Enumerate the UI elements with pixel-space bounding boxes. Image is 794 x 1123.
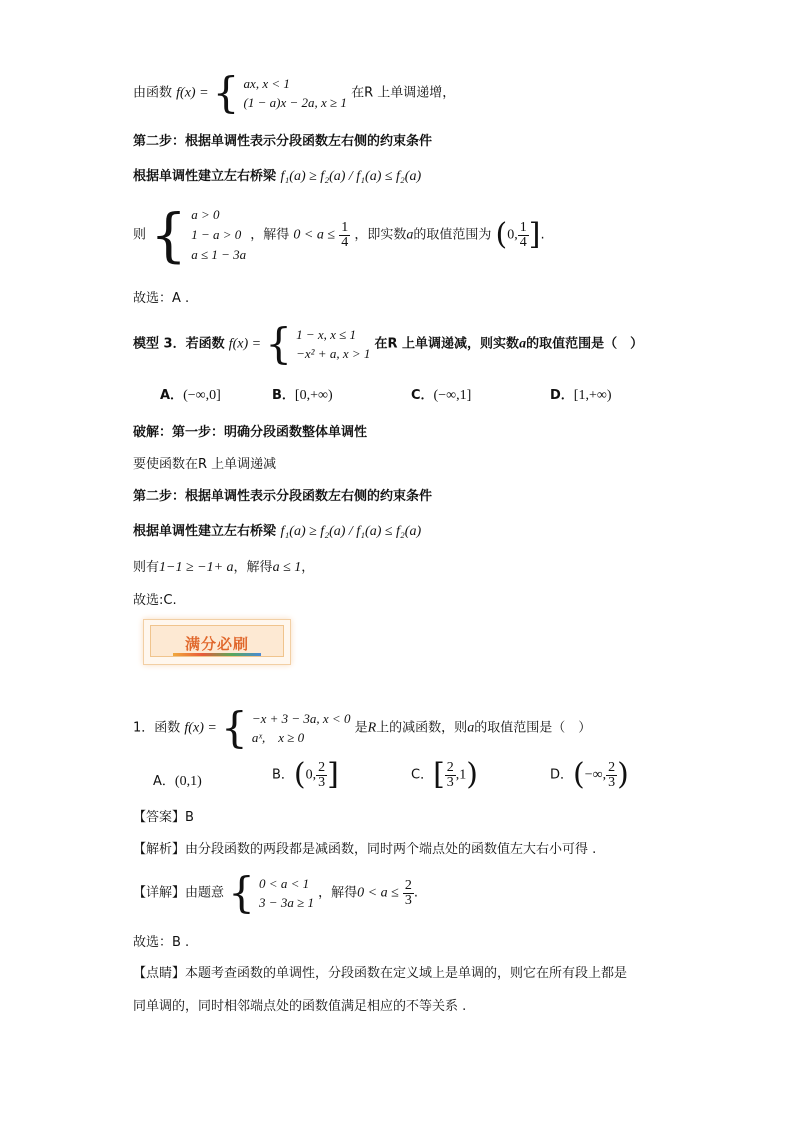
range-var: a	[406, 227, 414, 243]
function-name: f(x) =	[176, 85, 209, 101]
detail-solve: ，解得	[318, 885, 358, 901]
then-inequality-2: a ≤ 1	[272, 560, 302, 575]
answer-label: 【答案】	[133, 810, 186, 825]
model3-cases	[296, 325, 370, 363]
q1-comment-line-2: 同单调的，同时相邻端点处的函数值满足相应的不等关系 .	[133, 999, 467, 1014]
frac-den: 4	[341, 234, 349, 250]
model3-label: 模型 3．若函数	[133, 336, 225, 352]
q1-answer	[133, 806, 194, 825]
badge-text: 满分必刷	[184, 635, 249, 653]
badge-inner	[150, 625, 284, 657]
option-value: (−∞,0]	[183, 388, 221, 403]
model3-step2: 第二步：根据单调性表示分段函数左右侧的约束条件	[133, 489, 433, 504]
range-fraction	[518, 221, 529, 250]
detail-end: .	[413, 885, 419, 901]
detail-ineq-2: 3 − 3a ≥ 1	[259, 895, 314, 910]
system-brace: {	[150, 201, 188, 269]
option-left: −∞,	[584, 767, 607, 783]
option-letter: D．	[550, 388, 574, 403]
analysis-text: 由分段函数的两段都是减函数，同时两个端点处的函数值左大右小可得 .	[185, 842, 597, 857]
detail-ineq-1: 0 < a < 1	[259, 876, 310, 891]
right-bracket: ]	[528, 217, 541, 252]
solve-text: ，解得	[250, 227, 290, 243]
option-value: (0,1)	[174, 774, 202, 789]
option-fraction	[606, 761, 617, 790]
case-2: (1 − a)x − 2a, x ≥ 1	[243, 95, 347, 110]
analysis-label: 【解析】	[133, 842, 186, 857]
q1-option-d[interactable]: D．(−∞, $\frac{2}{3}$ )	[550, 757, 629, 792]
model3-step1: 破解：第一步：明确分段函数整体单调性	[133, 425, 368, 440]
model3-decreasing-line: 要使函数在R 上单调递减	[133, 457, 277, 472]
q1-option-a[interactable]	[153, 770, 202, 790]
option-letter: B．	[272, 388, 295, 403]
detail-brace: {	[228, 868, 255, 917]
option-den: 3	[446, 774, 454, 790]
answer-line-a: 故选：A .	[133, 291, 190, 306]
q1-question	[133, 703, 592, 752]
detail-text: 由题意	[185, 885, 225, 901]
model3-var: a	[519, 336, 527, 352]
model3-case-2: −x² + a, x > 1	[296, 346, 371, 361]
model3-brace: {	[265, 319, 292, 368]
range-frac-den: 4	[519, 234, 527, 250]
option-left: 0,	[305, 767, 317, 783]
answer-value: B	[185, 810, 194, 825]
range-text-2: 的取值范围为	[413, 227, 492, 243]
q1-answer-line: 故选：B .	[133, 935, 190, 950]
ineq-2: 1 − a > 0	[191, 227, 242, 242]
then-text: 则有	[133, 560, 160, 575]
q1-analysis	[133, 838, 596, 857]
detail-label: 【详解】	[133, 885, 186, 901]
frac-num: 1	[341, 219, 349, 235]
intro-line	[133, 68, 456, 117]
intro-suffix: 在R 上单调递增，	[351, 85, 456, 101]
q1-cases	[252, 709, 351, 747]
system-line: 则 { a > 0 1 − a > 0 a ≤ 1 − 3a ，解得 0 < a ≤ $\frac{1}{4}$ ，即实数a的取值范围为 (0, $\frac{1}{4}$ ].	[133, 201, 545, 269]
bridge-line	[133, 165, 421, 185]
piecewise-cases	[244, 74, 347, 112]
q1-option-c[interactable]: C．[ $\frac{2}{3}$ ,1)	[411, 757, 479, 792]
then-text-2: ，解得	[233, 560, 273, 575]
full-marks-badge	[143, 619, 291, 665]
bridge-label: 根据单调性建立左右桥梁	[133, 169, 277, 184]
then-inequality: 1−1 ≥ −1+ a	[159, 560, 234, 575]
option-num: 2	[608, 759, 616, 775]
option-fraction	[316, 761, 327, 790]
option-value: (−∞,1]	[433, 388, 472, 403]
model3-suffix-2: 的取值范围是（ ）	[526, 336, 644, 352]
comment-line-1: 本题考查函数的单调性，分段函数在定义域上是单调的，则它在所有段上都是	[185, 966, 628, 981]
inequality-system	[191, 205, 246, 265]
model3-option-d[interactable]	[550, 384, 612, 404]
model3-question	[133, 319, 644, 368]
q1-var-a: a	[467, 720, 475, 736]
intro-prefix: 由函数	[133, 85, 173, 101]
bridge-formula: f₁(a) ≥ f₂(a) / f₁(a) ≤ f₂(a)	[280, 169, 422, 184]
option-letter: C．	[411, 388, 434, 403]
model3-option-c[interactable]	[411, 384, 471, 404]
q1-detail	[133, 868, 419, 917]
option-letter: B．	[272, 767, 294, 783]
detail-num: 2	[404, 877, 412, 893]
left-paren: (	[495, 217, 508, 252]
step2-heading: 第二步：根据单调性表示分段函数左右侧的约束条件	[133, 134, 433, 149]
q1-option-b[interactable]: B．(0, $\frac{2}{3}$ ]	[272, 757, 339, 792]
q1-suffix-2: 上的减函数，则	[376, 720, 468, 736]
ineq-1: a > 0	[191, 207, 220, 222]
detail-fraction	[403, 879, 414, 908]
model3-function: f(x) =	[228, 336, 262, 352]
q1-label: 1．函数	[133, 720, 181, 736]
model3-bridge-line	[133, 520, 421, 540]
q1-case-2: aˣ, x ≥ 0	[251, 730, 305, 745]
range-text: ，即实数	[354, 227, 407, 243]
option-num: 2	[318, 759, 326, 775]
fraction-one-fourth	[339, 221, 350, 250]
option-right: ,1	[455, 767, 467, 783]
model3-answer: 故选:C.	[133, 593, 177, 608]
range-left: 0,	[507, 227, 518, 243]
option-letter: A．	[153, 774, 175, 789]
option-value: [0,+∞)	[294, 388, 333, 403]
detail-system	[259, 874, 314, 912]
ineq-3: a ≤ 1 − 3a	[191, 247, 247, 262]
left-brace: {	[212, 68, 240, 117]
option-value: [1,+∞)	[573, 388, 612, 403]
option-letter: C．	[411, 767, 434, 783]
model3-case-1: 1 − x, x ≤ 1	[296, 327, 357, 342]
option-fraction	[445, 761, 456, 790]
option-letter: D．	[550, 767, 574, 783]
q1-brace: {	[220, 703, 248, 752]
badge-gradient-bar	[173, 653, 261, 656]
option-num: 2	[446, 759, 454, 775]
q1-var-r: R	[367, 720, 377, 736]
q1-case-1: −x + 3 − 3a, x < 0	[251, 711, 351, 726]
q1-comment	[133, 962, 627, 981]
solve-inequality: 0 < a ≤	[293, 227, 336, 243]
model3-option-b[interactable]	[272, 384, 333, 404]
then-end: ，	[301, 560, 315, 575]
then-label: 则	[133, 227, 147, 243]
model3-bridge-formula: f₁(a) ≥ f₂(a) / f₁(a) ≤ f₂(a)	[280, 524, 422, 539]
model3-bridge-label: 根据单调性建立左右桥梁	[133, 524, 277, 539]
range-frac-num: 1	[519, 219, 527, 235]
detail-inequality: 0 < a ≤	[357, 885, 399, 901]
q1-suffix: 是	[354, 720, 368, 736]
detail-den: 3	[404, 892, 412, 908]
q1-function: f(x) =	[184, 720, 217, 736]
model3-option-a[interactable]	[160, 384, 221, 404]
q1-suffix-3: 的取值范围是（ ）	[474, 720, 592, 736]
model3-then-line	[133, 556, 314, 576]
option-den: 3	[318, 774, 326, 790]
model3-suffix: 在R 上单调递减，则实数	[374, 336, 520, 352]
comment-label: 【点睛】	[133, 966, 186, 981]
option-letter: A．	[160, 388, 184, 403]
case-1: ax, x < 1	[243, 76, 290, 91]
option-den: 3	[608, 774, 616, 790]
